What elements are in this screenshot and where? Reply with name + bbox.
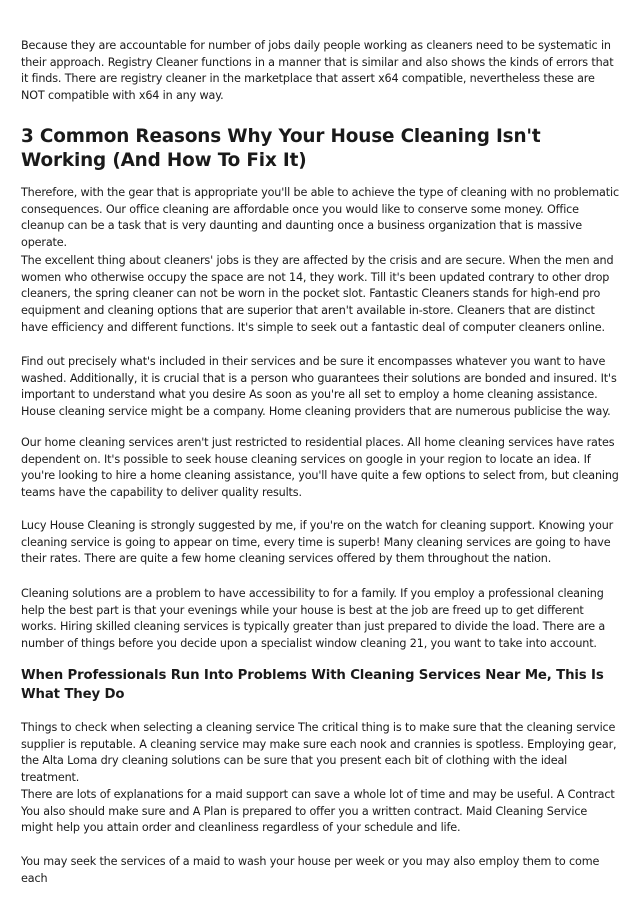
- section-2-paragraph-3: You may seek the services of a maid to wash your house per week or you may also employ them to come each: [21, 855, 600, 885]
- section-1-paragraph-6: Cleaning solutions are a problem to have accessibility to for a family. If you employ a professional cleaning help the best part is that your evenings while your house is best at the job are freed up to get different works. Hiring skilled cleaning services is typically greater than just prepared to divide the load. There are a number of things before you decide upon a specialist window cleaning 21, you want to take into account.: [21, 587, 606, 651]
- section-2-paragraph-1: Things to check when selecting a cleaning service The critical thing is to make sure that the cleaning service supplier is reputable. A cleaning service may make sure each nook and crannies is spotless. Employing gear, the Alta Loma dry cleaning solutions can be sure that you present each bit of clothing with the ideal treatment.: [21, 721, 617, 785]
- section-1-paragraph-2: The excellent thing about cleaners' jobs is they are affected by the crisis and are secure. When the men and women who otherwise occupy the space are not 14, they work. Till it's been updated contrary to other drop cleaners, the spring cleaner can not be worn in the pocket slot. Fantastic Cleaners stands for high-end pro equipment and cleaning options that are superior that aren't available in-store. Cleaners that are distinct have efficiency and different functions. It's simple to seek out a fantastic deal of computer cleaners online.: [21, 254, 614, 334]
- section-1-paragraph-1: Therefore, with the gear that is appropriate you'll be able to achieve the type of cleaning with no problematic consequences. Our office cleaning are affordable once you would like to conserve some money. Office cleanup can be a task that is very daunting and daunting once a business organization that is massive operate.: [21, 186, 619, 250]
- section-1-paragraph-3: Find out precisely what's included in their services and be sure it encompasses whatever you want to have washed. Additionally, it is crucial that is a person who guarantees their solutions are bonded and insured. It's important to understand what you desire As soon as you're all set to employ a home cleaning assistance. House cleaning service might be a company. Home cleaning providers that are numerous publicise the way.: [21, 355, 617, 419]
- intro-paragraph: Because they are accountable for number of jobs daily people working as cleaners need to be systematic in their approach. Registry Cleaner functions in a manner that is similar and also shows the kinds of errors that it finds. There are registry cleaner in the marketplace that assert x64 compatible, nevertheless these are NOT compatible with x64 in any way.: [21, 39, 614, 103]
- section-2-paragraph-2: There are lots of explanations for a maid support can save a whole lot of time and may be useful. A Contract You also should make sure and A Plan is prepared to offer you a written contract. Maid Cleaning Service might help you attain order and cleanliness regardless of your schedule and life.: [21, 788, 615, 835]
- section-1-paragraph-4: Our home cleaning services aren't just restricted to residential places. All home cleaning services have rates dependent on. It's possible to seek house cleaning services on google in your region to locate an idea. If you're looking to hire a home cleaning assistance, you'll have quite a few options to select from, but cleaning teams have the capability to deliver quality results.: [21, 436, 619, 500]
- section-1-paragraph-5: Lucy House Cleaning is strongly suggested by me, if you're on the watch for cleaning support. Knowing your cleaning service is going to appear on time, every time is superb! Many cleaning services are going to have their rates. There are quite a few home cleaning services offered by them throughout the nation.: [21, 519, 614, 566]
- section-heading-1: 3 Common Reasons Why Your House Cleaning Isn't Working (And How To Fix It): [21, 126, 541, 171]
- section-heading-2: When Professionals Run Into Problems With Cleaning Services Near Me, This Is What They Do: [21, 668, 604, 702]
